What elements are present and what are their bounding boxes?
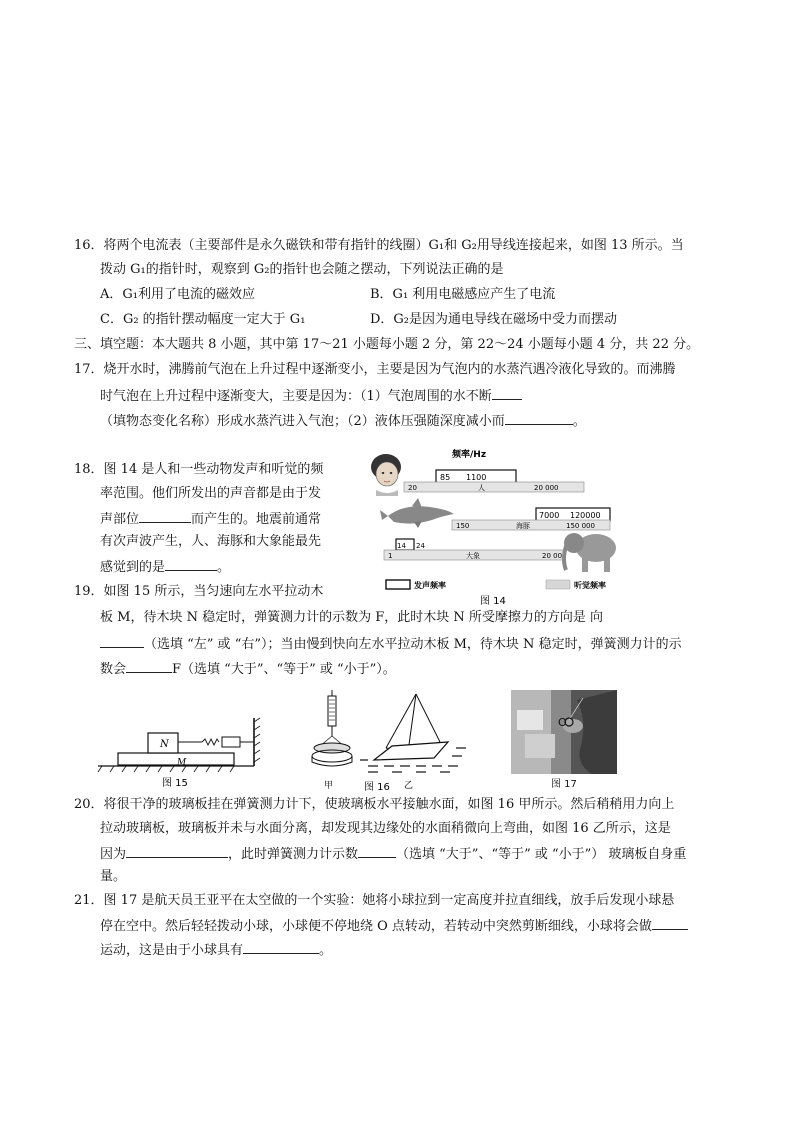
q16-option-a: A．G₁利用了电流的磁效应 xyxy=(100,287,255,302)
q19-blank-2[interactable] xyxy=(126,659,172,673)
q21-stem-line3: 运动，这是由于小球具有 。 xyxy=(100,940,332,960)
legend-hear-swatch xyxy=(546,580,570,589)
dolphin-sound-min: 7000 xyxy=(539,511,560,520)
elephant-sound-max: 24 xyxy=(416,542,425,550)
fig15-label-m: M xyxy=(177,758,187,768)
q16-option-b: B．G₁ 利用电磁感应产生了电流 xyxy=(370,287,556,302)
q19-stem-line3: （选填 “左” 或 “右”）；当由慢到快向左水平拉动木板 M，待木块 N 稳定时，弹簧测力计的示 xyxy=(100,634,682,654)
elephant-hear-min: 1 xyxy=(388,552,393,560)
figure-17-space-experiment xyxy=(511,690,619,792)
q19-stem-line1: 19．如图 15 所示，当匀速向左水平拉动木 xyxy=(74,584,324,599)
elephant-hear-max: 20 000 xyxy=(542,552,567,560)
human-hear-max: 20 000 xyxy=(534,484,559,492)
fig14-caption: 图 14 xyxy=(480,596,506,607)
figure-14-frequency-chart xyxy=(366,442,622,610)
q17-stem-line2: 时气泡在上升过程中逐渐变大，主要是因为：（1）气泡周围的水不断 xyxy=(100,386,522,406)
section-3-heading: 三、填空题：本大题共 8 小题，其中第 17～21 小题每小题 2 分，第 22～24 小题每小题 4 分，共 22 分。 xyxy=(74,337,700,352)
q20-stem-line3: 因为 ，此时弹簧测力计示数 （选填 “大于”、“等于” 或 “小于”） 玻璃板自身重 xyxy=(100,844,686,864)
fig16-spring-scale xyxy=(328,696,336,726)
figure-15-friction-setup xyxy=(96,716,266,792)
q20-stem-line4: 量。 xyxy=(100,869,127,884)
legend-sound-swatch xyxy=(386,580,410,589)
q18-stem-line1: 18．图 14 是人和一些动物发声和听觉的频 xyxy=(74,462,324,477)
q16-option-d: D．G₂是因为通电导线在磁场中受力而摆动 xyxy=(370,312,618,327)
q20-blank-1[interactable] xyxy=(126,844,228,858)
legend-hear-label: 听觉频率 xyxy=(574,581,606,590)
q18-stem-line5: 感觉到的是 。 xyxy=(100,557,230,577)
human-icon xyxy=(371,454,401,496)
q19-stem-line4: 数会 F（选填 “大于”、“等于” 或 “小于”）。 xyxy=(100,659,396,679)
human-hear-label: 人 xyxy=(478,484,485,492)
fig15-caption: 图 15 xyxy=(162,778,188,789)
dolphin-icon xyxy=(380,498,454,528)
q21-blank-2[interactable] xyxy=(243,940,319,954)
dolphin-hear-min: 150 xyxy=(456,522,470,530)
q18-stem-line3: 声部位 而产生的。地震前通常 xyxy=(100,509,321,529)
legend-sound-label: 发声频率 xyxy=(414,581,446,590)
human-sound-max: 1100 xyxy=(466,473,487,482)
fig15-label-n: N xyxy=(160,739,169,750)
q20-blank-2[interactable] xyxy=(358,844,396,858)
elephant-hear-label: 大象 xyxy=(466,552,480,560)
fig16-part-a xyxy=(312,690,352,791)
q18-blank-1[interactable] xyxy=(139,509,191,523)
fig16-glass-plate xyxy=(374,742,448,760)
q16-option-c: C．G₂ 的指针摆动幅度一定大于 G₁ xyxy=(100,312,306,327)
q19-blank-1[interactable] xyxy=(100,634,144,648)
q17-blank-2[interactable] xyxy=(505,411,573,425)
q21-stem-line1: 21．图 17 是航天员王亚平在太空做的一个实验：她将小球拉到一定高度并拉直细线，放手后发现小球悬 xyxy=(74,893,675,908)
q16-stem-line2: 拨动 G₁的指针时，观察到 G₂的指针也会随之摆动，下列说法正确的是 xyxy=(100,262,504,277)
q18-blank-2[interactable] xyxy=(165,557,217,571)
fig16-part-b xyxy=(360,694,466,791)
fig17-label-o: O xyxy=(558,716,567,729)
figure-16-glass-plate xyxy=(308,690,480,794)
q18-stem-line4: 有次声波产生，人、海豚和大象能最先 xyxy=(100,534,322,549)
human-hear-min: 20 xyxy=(408,484,417,492)
elephant-sound-min: 14 xyxy=(397,542,406,550)
fig16-label-a: 甲 xyxy=(324,781,334,791)
fig15-board-m xyxy=(118,753,234,765)
q16-stem-line1: 16．将两个电流表（主要部件是永久磁铁和带有指针的线圈）G₁和 G₂用导线连接起来，如图 13 所示。当 xyxy=(74,238,684,253)
q21-stem-line2: 停在空中。然后轻轻拨动小球，小球便不停地绕 O 点转动，若转动中突然剪断细线，小球将会做 xyxy=(100,916,688,936)
q21-blank-1[interactable] xyxy=(652,916,688,930)
q19-stem-line2: 板 M，待木块 N 稳定时，弹簧测力计的示数为 F，此时木块 N 所受摩擦力的方向是 向 xyxy=(100,610,604,625)
q18-stem-line2: 率范围。他们所发出的声音都是由于发 xyxy=(100,486,322,501)
elephant-icon xyxy=(564,533,616,572)
human-sound-min: 85 xyxy=(440,473,451,482)
fig16-caption: 图 16 xyxy=(364,782,390,793)
fig16-label-b: 乙 xyxy=(404,781,414,791)
q17-blank-1[interactable] xyxy=(492,386,522,400)
q17-stem-line1: 17．烧开水时，沸腾前气泡在上升过程中逐渐变小，主要是因为气泡内的水蒸汽遇冷液化导致的。而沸腾 xyxy=(74,362,676,377)
q17-stem-line3: （填物态变化名称）形成水蒸汽进入气泡；（2）液体压强随深度减小而 。 xyxy=(100,411,586,431)
q20-stem-line1: 20．将很干净的玻璃板挂在弹簧测力计下，使玻璃板水平接触水面，如图 16 甲所示。然后稍稍用力向上 xyxy=(74,797,675,812)
fig15-spring xyxy=(202,739,219,745)
dolphin-hear-max: 150 000 xyxy=(566,522,595,530)
dolphin-hear-label: 海豚 xyxy=(516,522,530,530)
fig15-spring-scale xyxy=(222,737,240,747)
dolphin-sound-max: 120000 xyxy=(570,511,601,520)
q20-stem-line2: 拉动玻璃板，玻璃板并未与水面分离，却发现其边缘处的水面稍微向上弯曲，如图 16 乙所示，这是 xyxy=(100,821,671,836)
fig14-axis-title: 频率/Hz xyxy=(452,450,487,460)
fig17-caption: 图 17 xyxy=(551,779,577,790)
